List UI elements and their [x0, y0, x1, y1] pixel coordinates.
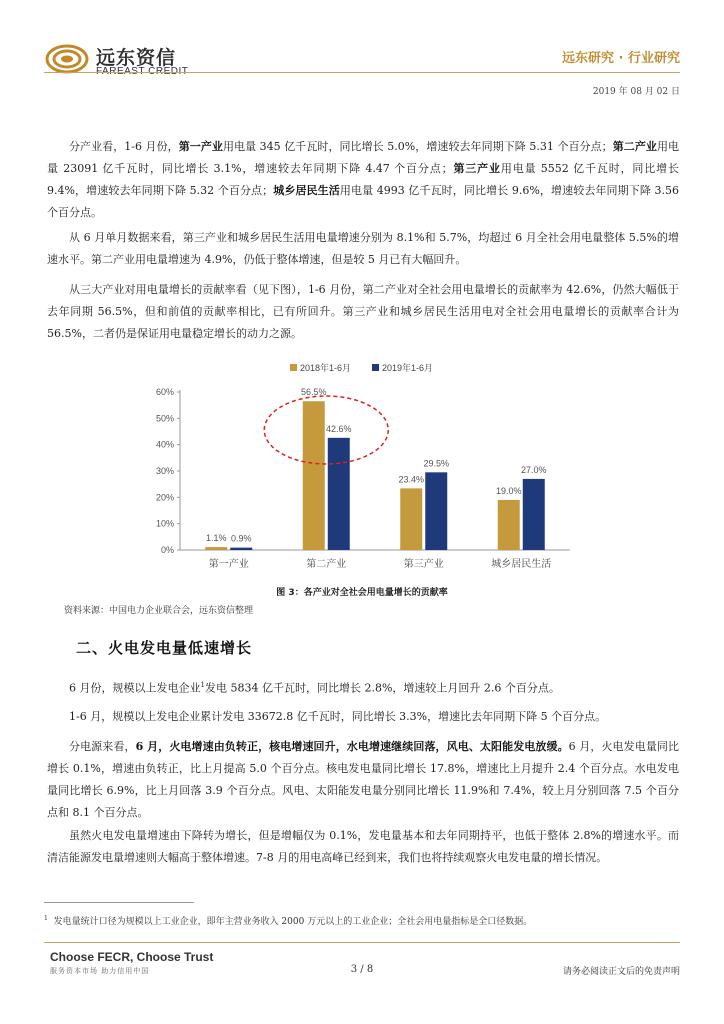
paragraph-industry-breakdown: 分产业看，1-6 月份，第一产业用电量 345 亿千瓦时，同比增长 5.0%，增速较去年同期下降 5.31 个百分点；第二产业用电量 23091 亿千瓦时，同比增长 3.1%，增速较去年同期下降 4.47 个百分点；第三产业用电量 5552 亿千瓦时，同比增长 9.4%，增速较去年同期下降 5.32 个百分点；城乡居民生活用电量 4993 亿千瓦时，同比增长 9.6%，增速较去年同期下降 3.56 个百分点。 — [47, 140, 680, 219]
logo-cn-text: 远东资信 — [96, 47, 177, 69]
logo-mark-icon — [44, 42, 90, 76]
legend-swatch — [372, 364, 379, 371]
report-date: 2019 年 08 月 02 日 — [592, 87, 680, 97]
footer-slogan: Choose FECR, Choose Trust — [50, 950, 214, 964]
paragraph-power-source: 分电源来看，6 月，火电增速由负转正，核电增速回升，水电增速继续回落，风电、太阳能发电放缓。6 月，火电发电量同比增长 0.1%，增速由负转正，比上月提高 5.0 个百分点。核电发电量同比增长 17.8%，增速比上月提升 2.4 个百分点。水电发电量同比增长 6.9%，比上月回落 3.9 个百分点。风电、太阳能发电量分别同比增长 11.9%和 7.4%，较上月分别回落 7.5 个百分点和 8.1 个百分点。 — [47, 740, 680, 819]
bar-value-label: 0.9% — [230, 533, 252, 544]
footnote-divider — [44, 902, 194, 903]
bar-value-label: 1.1% — [205, 533, 227, 544]
bar — [230, 548, 252, 550]
paragraph-contribution: 从三大产业对用电量增长的贡献率看（见下图），1-6 月份，第二产业对全社会用电量增长的贡献率为 42.6%，仍然大幅低于去年同期 56.5%，但和前值的贡献率相比，已有所回升。第三产业和城乡居民生活用电对全社会用电量增长的贡献率合计为 56.5%，二者仍是保证用电量稳定增长的动力之源。 — [47, 283, 679, 340]
footer-divider — [44, 942, 680, 943]
contribution-bar-chart — [140, 352, 580, 582]
paragraph-june-generation: 6 月份，规模以上发电企业$^1$发电 5834 亿千瓦时，同比增长 2.8%，增速较上月回升 2.6 个百分点。 — [69, 681, 560, 695]
x-category-label: 第三产业 — [403, 559, 444, 570]
paragraph-h1-generation: 1-6 月，规模以上发电企业累计发电 33672.8 亿千瓦时，同比增长 3.3%，增速比去年同期下降 5 个百分点。 — [69, 710, 607, 723]
disclaimer-link[interactable]: 请务必阅读正文后的免责声明 — [562, 967, 680, 977]
y-tick-label: 40% — [155, 439, 174, 450]
bar-value-label: 56.5% — [300, 387, 327, 398]
x-category-label: 第一产业 — [208, 559, 249, 570]
page-number: 3 / 8 — [350, 964, 374, 975]
legend-swatch — [290, 364, 297, 371]
bar-value-label: 19.0% — [495, 485, 522, 496]
bar — [400, 488, 422, 550]
footnote: $^1$ 发电量统计口径为规模以上工业企业，即年主营业务收入 2000 万元以上的工业企业；全社会用电量指标是全口径数据。 — [44, 915, 533, 927]
legend-label: 2018年1-6月 — [300, 363, 352, 373]
report-category: 远东研究 · 行业研究 — [562, 51, 680, 66]
y-tick-label: 60% — [155, 387, 174, 397]
x-category-label: 城乡居民生活 — [491, 559, 552, 570]
y-tick-label: 10% — [155, 518, 174, 529]
paragraph-june-data: 从 6 月单月数据来看，第三产业和城乡居民生活用电量增速分别为 8.1%和 5.7%，均超过 6 月全社会用电量整体 5.5%的增速水平。第二产业用电量增速为 4.9%，仍低于整体增速，但是较 5 月已有大幅回升。 — [47, 231, 679, 266]
footer-subslogan: 服务资本市场 助力信用中国 — [50, 967, 150, 975]
bar — [425, 472, 447, 550]
bar — [498, 500, 520, 550]
section-title: 二、火电发电量低速增长 — [76, 639, 253, 657]
bar-value-label: 23.4% — [398, 474, 425, 485]
bar — [205, 547, 227, 550]
bar — [328, 438, 350, 550]
y-tick-label: 20% — [155, 492, 174, 503]
data-source: 资料来源：中国电力企业联合会，远东资信整理 — [64, 606, 254, 616]
legend-label: 2019年1-6月 — [382, 363, 434, 373]
bar — [523, 479, 545, 550]
bar-value-label: 42.6% — [325, 423, 352, 434]
figure-caption: 图 3：各产业对全社会用电量增长的贡献率 — [276, 588, 448, 598]
bar-value-label: 29.5% — [423, 458, 450, 469]
y-tick-label: 0% — [160, 545, 174, 555]
x-category-label: 第二产业 — [306, 559, 347, 570]
paragraph-thermal-outlook: 虽然火电发电量增速由下降转为增长，但是增幅仅为 0.1%，发电量基本和去年同期持平，也低于整体 2.8%的增速水平。而清洁能源发电量增速则大幅高于整体增速。7-8 月的用电高峰已经到来，我们也将持续观察火电发电量的增长情况。 — [47, 829, 679, 864]
bar-value-label: 27.0% — [520, 464, 547, 475]
bar — [303, 401, 325, 550]
header-divider — [44, 72, 680, 73]
y-tick-label: 50% — [155, 413, 174, 424]
y-tick-label: 30% — [155, 466, 174, 476]
